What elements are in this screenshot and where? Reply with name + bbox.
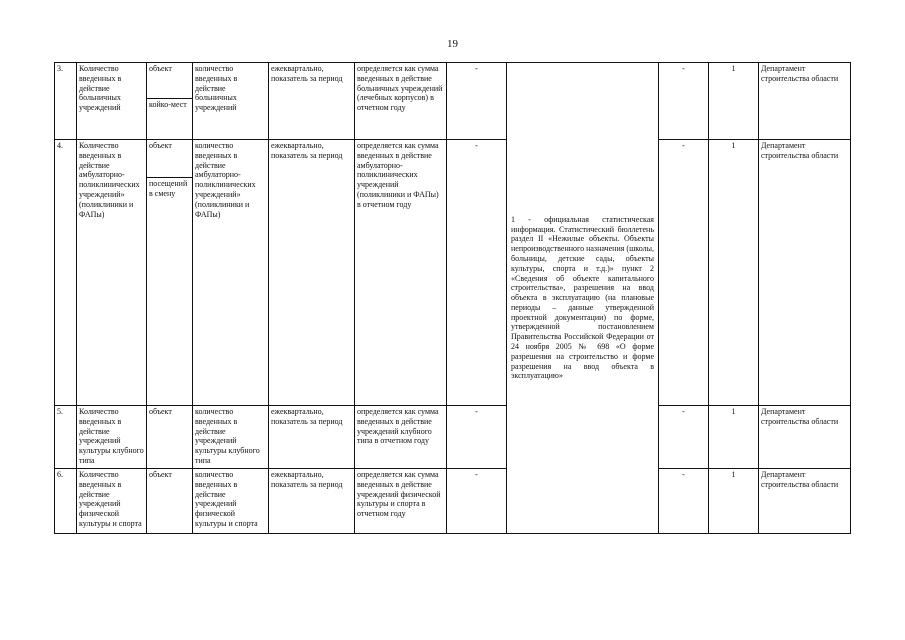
row-number: 6. [55,469,77,534]
calculation-method: определяется как сумма введенных в действие больничных учреждений (лечебных корпусов) в отчетном году [355,63,447,140]
row-number: 3. [55,63,77,140]
periodicity-cell: ежеквартально, показатель за период [269,406,355,469]
indicator-definition: количество введенных в действие учреждений культуры клубного типа [193,406,269,469]
dash-cell: - [447,469,507,534]
row-number: 4. [55,140,77,406]
indicator-definition: количество введенных в действие больничных учреждений [193,63,269,140]
periodicity-cell: ежеквартально, показатель за период [269,469,355,534]
table-row-3 [55,63,851,99]
indicator-name: Количество введенных в действие амбулаторно-поликлинических учреждений» (поликлиники и ФАПы) [77,140,147,406]
periodicity-cell: ежеквартально, показатель за период [269,63,355,140]
page-number: 19 [447,38,458,50]
table-row-5 [55,406,851,469]
unit-cell: койко-мест [147,99,193,140]
number-cell: 1 [709,140,759,406]
unit-cell: объект [147,406,193,469]
unit-cell: объект [147,63,193,99]
number-cell: 1 [709,406,759,469]
responsible-cell: Департамент строительства области [759,469,851,534]
unit-cell: объект [147,140,193,178]
table-row-4 [55,140,851,178]
calculation-method: определяется как сумма введенных в действие амбулаторно-поликлинических учреждений (поликлиники и ФАПы) в отчетном году [355,140,447,406]
number-cell: 1 [709,63,759,140]
indicator-definition: количество введенных в действие амбулаторно-поликлинических учреждений» (поликлиники и ФАПы) [193,140,269,406]
indicator-name: Количество введенных в действие больничных учреждений [77,63,147,140]
data-source-cell: 1 - официальная статистическая информация. Статистический бюллетень раздел II «Нежилые объекты. Объекты непроизводственного назначения (школы, больницы, детские сады, объекты культуры, спорта и т.д.)» пункт 2 «Сведения об объекте капитального строительства», разрешения на ввод объекта в эксплуатацию (на плановые периоды – данные утвержденной проектной документации) по форме, утвержденной постановлением Правительства Российской Федерации от 24 ноября 2005 № 698 «О форме разрешения на строительство и форме разрешения на ввод объекта в эксплуатацию» [507,63,659,534]
dash-cell: - [659,140,709,406]
dash-cell: - [659,406,709,469]
calculation-method: определяется как сумма введенных в действие учреждений физической культуры и спорта в отчетном году [355,469,447,534]
table-row-6 [55,469,851,534]
dash-cell: - [659,469,709,534]
periodicity-cell: ежеквартально, показатель за период [269,140,355,406]
dash-cell: - [447,406,507,469]
responsible-cell: Департамент строительства области [759,63,851,140]
indicator-name: Количество введенных в действие учреждений физической культуры и спорта [77,469,147,534]
dash-cell: - [659,63,709,140]
unit-cell: посещений в смену [147,178,193,406]
dash-cell: - [447,63,507,140]
dash-cell: - [447,140,507,406]
unit-cell: объект [147,469,193,534]
responsible-cell: Департамент строительства области [759,140,851,406]
calculation-method: определяется как сумма введенных в действие учреждений клубного типа в отчетном году [355,406,447,469]
row-number: 5. [55,406,77,469]
number-cell: 1 [709,469,759,534]
indicators-table [54,62,851,534]
indicator-definition: количество введенных в действие учреждений физической культуры и спорта [193,469,269,534]
responsible-cell: Департамент строительства области [759,406,851,469]
indicator-name: Количество введенных в действие учреждений культуры клубного типа [77,406,147,469]
